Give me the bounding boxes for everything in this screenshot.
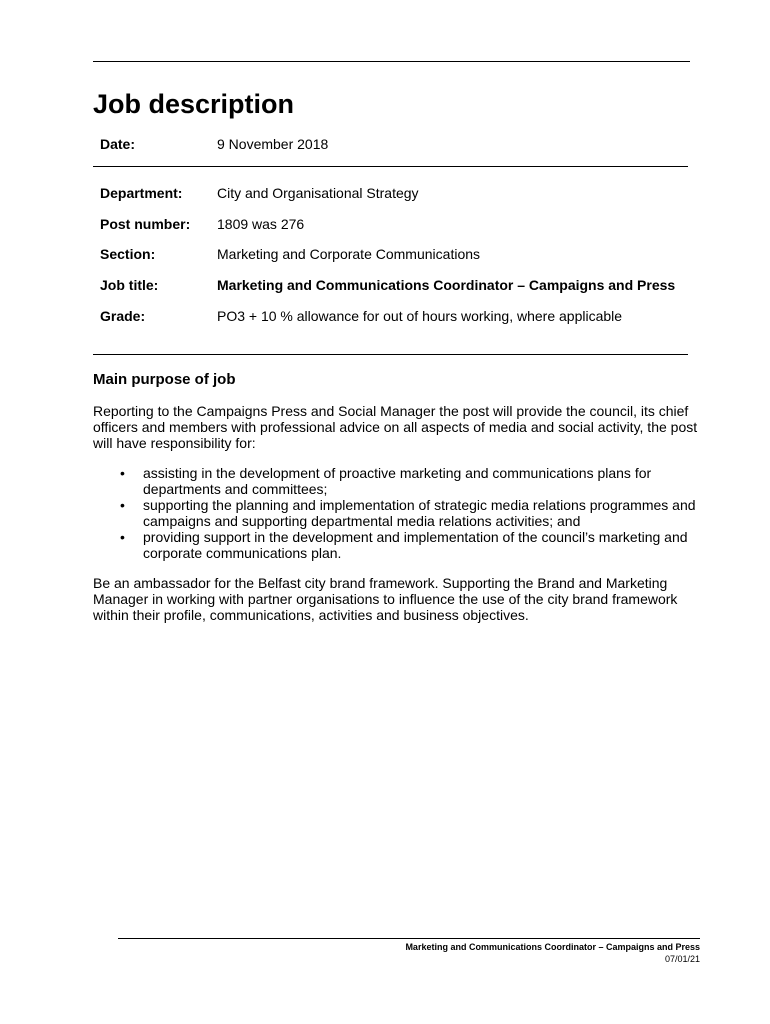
section-value: Marketing and Corporate Communications — [217, 246, 481, 262]
bullet-icon: • — [120, 529, 125, 545]
list-item-text: assisting in the development of proactive marketing and communications plans for departments and committees; — [143, 465, 652, 497]
page-footer — [405, 941, 700, 965]
post-number-label: Post number: — [100, 216, 191, 232]
department-value: City and Organisational Strategy — [217, 185, 419, 201]
job-title-label: Job title: — [100, 277, 159, 293]
grade-value: PO3 + 10 % allowance for out of hours working, where applicable — [217, 308, 623, 324]
main-purpose-heading: Main purpose of job — [93, 371, 236, 388]
list-item — [93, 465, 703, 497]
list-item-text: supporting the planning and implementation of strategic media relations programmes and campaigns and supporting departmental media relations activities; and — [143, 497, 696, 529]
bullet-icon: • — [120, 497, 125, 513]
footer-divider — [118, 938, 700, 939]
page-title: Job description — [93, 89, 295, 119]
grade-label: Grade: — [100, 308, 146, 324]
list-item — [93, 497, 703, 529]
details-divider — [93, 354, 688, 355]
job-title-value: Marketing and Communications Coordinator – Campaigns and Press — [217, 277, 676, 293]
date-label: Date: — [100, 136, 136, 152]
post-number-value: 1809 was 276 — [217, 216, 305, 232]
date-divider — [93, 166, 688, 167]
list-item-text: providing support in the development and implementation of the council’s marketing and corporate communications plan. — [143, 529, 688, 561]
footer-date: 07/01/21 — [664, 954, 700, 964]
department-label: Department: — [100, 185, 183, 201]
main-purpose-intro: Reporting to the Campaigns Press and Social Manager the post will provide the council, its chief officers and members with professional advice on all aspects of media and social activity, the post will have responsibility for: — [93, 403, 698, 451]
ambassador-paragraph: Be an ambassador for the Belfast city brand framework. Supporting the Brand and Marketing Manager in working with partner organisations to influence the use of the city brand framework within their profile, communications, activities and business objectives. — [93, 575, 678, 623]
list-item — [93, 529, 703, 561]
bullet-icon: • — [120, 465, 125, 481]
footer-title: Marketing and Communications Coordinator – Campaigns and Press — [405, 942, 700, 952]
top-divider — [93, 61, 690, 62]
section-label: Section: — [100, 246, 156, 262]
date-value: 9 November 2018 — [217, 136, 329, 152]
responsibilities-list — [93, 465, 703, 561]
